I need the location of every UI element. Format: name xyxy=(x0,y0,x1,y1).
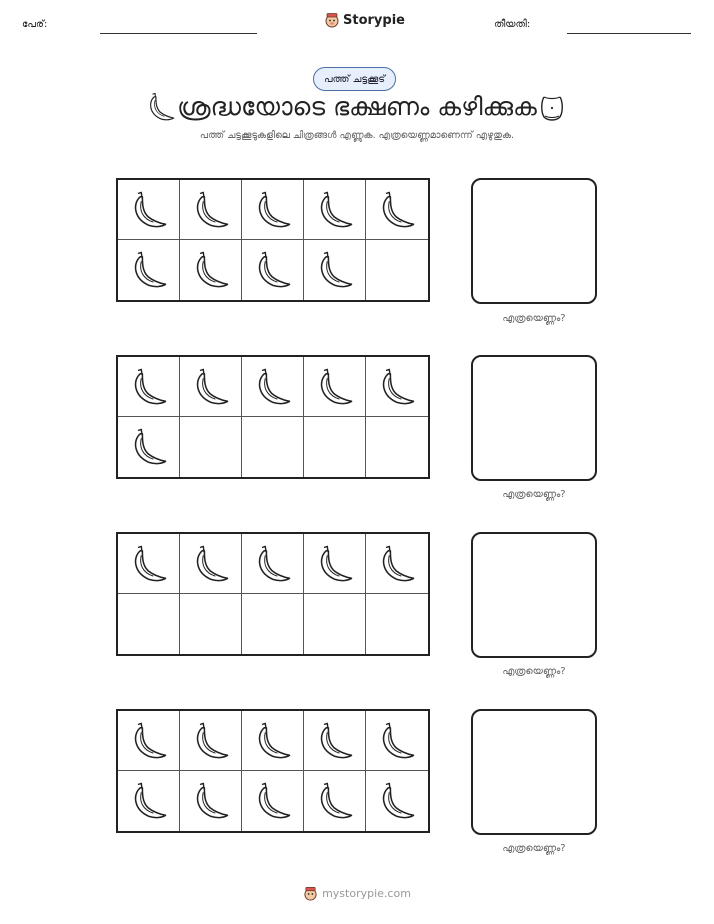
ten-frame xyxy=(116,178,430,302)
banana-icon xyxy=(127,542,171,586)
ten-frame xyxy=(116,709,430,833)
page-title: ശ്രദ്ധയോടെ ഭക്ഷണം കഴിക്കുക xyxy=(177,92,537,121)
frame-cell-filled xyxy=(180,357,242,417)
banana-icon xyxy=(127,779,171,823)
banana-icon xyxy=(189,719,233,763)
banana-icon xyxy=(375,542,419,586)
frame-cell-empty xyxy=(242,417,304,477)
frame-cell-empty xyxy=(180,594,242,654)
frame-cell-filled xyxy=(118,771,180,831)
frame-cell-filled xyxy=(180,180,242,240)
answer-box[interactable] xyxy=(471,178,597,304)
date-line[interactable] xyxy=(567,33,691,34)
banana-icon xyxy=(375,719,419,763)
how-many-prompt: എത്രയെണ്ണം? xyxy=(502,489,566,500)
banana-icon xyxy=(251,719,295,763)
frame-cell-filled xyxy=(118,711,180,771)
banana-icon xyxy=(251,248,295,292)
frame-cell-filled xyxy=(366,357,428,417)
banana-icon xyxy=(127,719,171,763)
logo-text: Storypie xyxy=(343,12,405,28)
banana-icon xyxy=(127,425,171,469)
date-label: തീയതി: xyxy=(494,19,531,30)
mascot-icon xyxy=(324,12,340,28)
frame-cell-filled xyxy=(304,711,366,771)
banana-icon xyxy=(313,719,357,763)
frame-cell-filled xyxy=(180,771,242,831)
frame-cell-filled xyxy=(242,534,304,594)
frame-cell-empty xyxy=(242,594,304,654)
banana-icon xyxy=(251,365,295,409)
banana-icon xyxy=(189,248,233,292)
frame-cell-filled xyxy=(180,534,242,594)
frame-cell-filled xyxy=(118,180,180,240)
frame-cell-filled xyxy=(242,771,304,831)
frame-cell-filled xyxy=(366,180,428,240)
answer-box[interactable] xyxy=(471,532,597,658)
how-many-prompt: എത്രയെണ്ണം? xyxy=(502,843,566,854)
footer-url[interactable]: mystorypie.com xyxy=(322,887,411,900)
frame-cell-empty xyxy=(366,240,428,300)
frame-cell-filled xyxy=(304,357,366,417)
banana-icon xyxy=(313,365,357,409)
frame-cell-filled xyxy=(242,180,304,240)
how-many-prompt: എത്രയെണ്ണം? xyxy=(502,666,566,677)
frame-cell-empty xyxy=(366,594,428,654)
frame-cell-empty xyxy=(366,417,428,477)
stomach-icon xyxy=(537,92,567,122)
banana-icon xyxy=(127,188,171,232)
frame-cell-filled xyxy=(304,771,366,831)
banana-icon xyxy=(375,365,419,409)
frame-cell-filled xyxy=(118,417,180,477)
frame-cell-filled xyxy=(304,180,366,240)
banana-icon xyxy=(127,365,171,409)
instructions: പത്ത് ചട്ടക്കൂടുകളിലെ ചിത്രങ്ങൾ എണ്ണുക. എത്രയെണ്ണമാണെന്ന് എഴുതുക. xyxy=(199,130,515,141)
frame-cell-filled xyxy=(242,240,304,300)
how-many-prompt: എത്രയെണ്ണം? xyxy=(502,313,566,324)
ten-frame xyxy=(116,355,430,479)
banana-icon xyxy=(375,188,419,232)
storypie-logo xyxy=(324,12,405,28)
frame-cell-filled xyxy=(366,771,428,831)
footer xyxy=(0,886,714,901)
banana-icon xyxy=(313,248,357,292)
frame-cell-filled xyxy=(118,357,180,417)
answer-box[interactable] xyxy=(471,355,597,481)
frame-cell-filled xyxy=(304,534,366,594)
banana-icon xyxy=(313,779,357,823)
frame-cell-filled xyxy=(242,711,304,771)
banana-icon xyxy=(251,542,295,586)
name-label: പേര്: xyxy=(22,19,48,30)
banana-icon xyxy=(375,779,419,823)
frame-cell-filled xyxy=(366,534,428,594)
topic-badge: പത്ത് ചട്ടക്കൂട് xyxy=(313,67,396,91)
frame-cell-empty xyxy=(304,417,366,477)
banana-icon xyxy=(313,188,357,232)
mascot-icon xyxy=(303,886,318,901)
frame-cell-empty xyxy=(118,594,180,654)
frame-cell-filled xyxy=(242,357,304,417)
banana-icon xyxy=(127,248,171,292)
banana-icon xyxy=(251,188,295,232)
answer-box[interactable] xyxy=(471,709,597,835)
name-line[interactable] xyxy=(100,33,257,34)
frame-cell-filled xyxy=(118,240,180,300)
frame-cell-empty xyxy=(180,417,242,477)
frame-cell-filled xyxy=(366,711,428,771)
frame-cell-filled xyxy=(118,534,180,594)
frame-cell-filled xyxy=(180,240,242,300)
banana-icon xyxy=(189,779,233,823)
banana-icon xyxy=(313,542,357,586)
frame-cell-filled xyxy=(180,711,242,771)
banana-icon xyxy=(251,779,295,823)
frame-cell-empty xyxy=(304,594,366,654)
banana-icon xyxy=(189,188,233,232)
banana-icon xyxy=(189,542,233,586)
ten-frame xyxy=(116,532,430,656)
banana-icon xyxy=(189,365,233,409)
frame-cell-filled xyxy=(304,240,366,300)
